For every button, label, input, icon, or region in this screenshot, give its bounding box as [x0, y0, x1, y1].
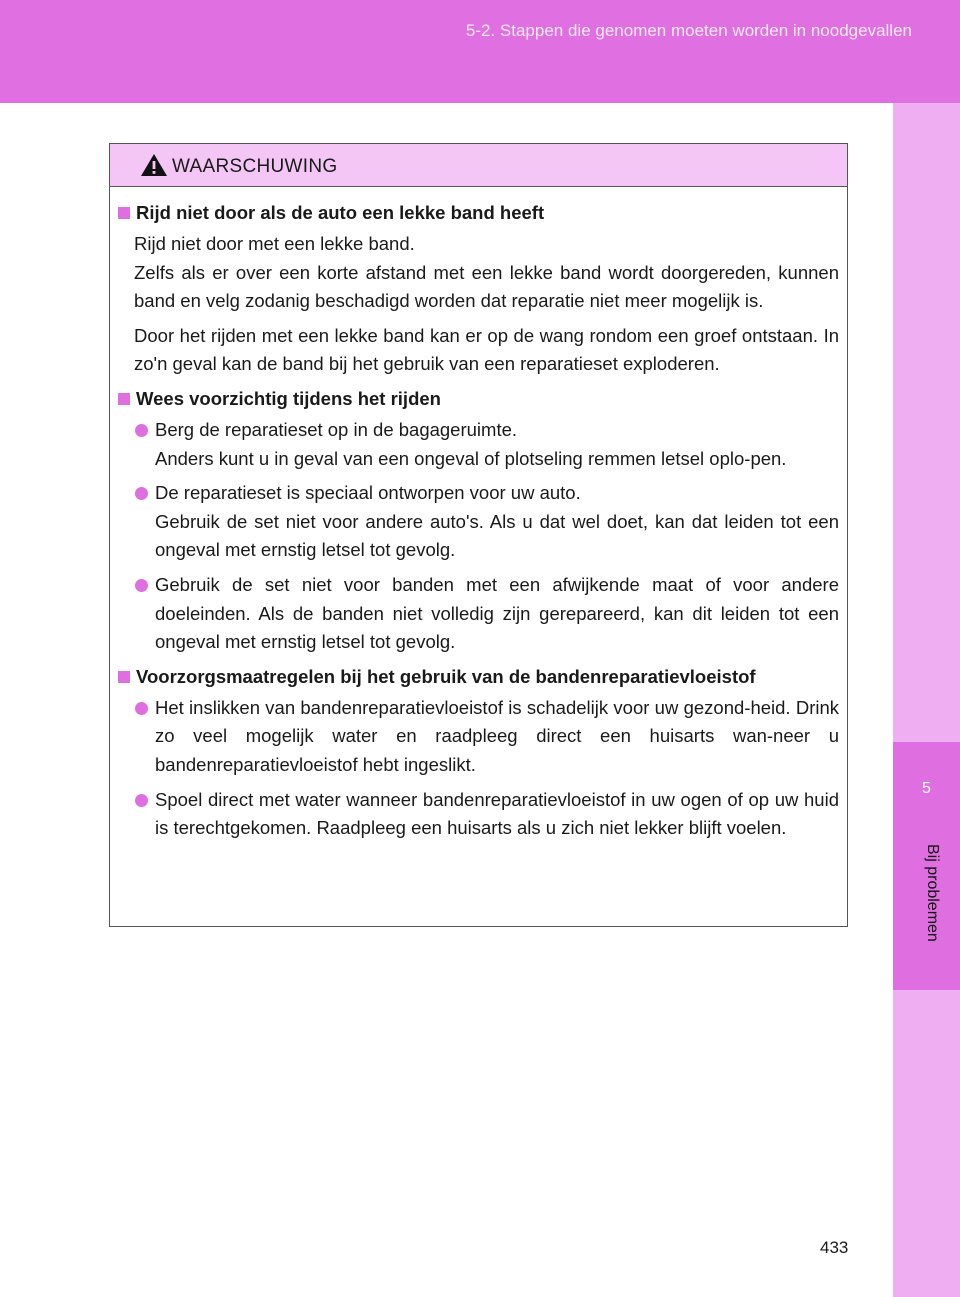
chapter-number: 5 [922, 780, 931, 797]
warning-triangle-icon [140, 153, 168, 177]
square-bullet-icon [118, 671, 130, 683]
chapter-tab-active[interactable] [893, 742, 960, 990]
section-heading: Wees voorzichtig tijdens het rijden [118, 385, 839, 413]
list-item: Berg de reparatieset op in de bagageruimte. Anders kunt u in geval van een ongeval of plotseling remmen letsel oplo-pen. [135, 416, 839, 473]
top-header-bar [0, 0, 960, 103]
warning-content [110, 187, 847, 843]
warning-header [110, 144, 847, 187]
list-item: De reparatieset is speciaal ontworpen voor uw auto. Gebruik de set niet voor andere auto's. Als u dat wel doet, kan dat leiden tot een ongeval met ernstig letsel tot gevolg. [135, 479, 839, 565]
list-item: Gebruik de set niet voor banden met een afwijkende maat of voor andere doeleinden. Als de banden niet volledig zijn gerepareerd, kan dit leiden tot een ongeval met ernstig letsel tot gevolg. [135, 571, 839, 657]
chapter-side-tab [893, 103, 960, 1297]
circle-bullet-icon [135, 579, 148, 592]
circle-bullet-icon [135, 487, 148, 500]
circle-bullet-icon [135, 702, 148, 715]
square-bullet-icon [118, 207, 130, 219]
section-title: 5-2. Stappen die genomen moeten worden in noodgevallen [465, 21, 912, 40]
warning-title: WAARSCHUWING [172, 156, 338, 177]
paragraph: Rijd niet door met een lekke band. Zelfs als er over een korte afstand met een lekke band wordt doorgereden, kunnen band en velg zodanig beschadigd worden dat reparatie niet meer mogelijk is. [134, 233, 839, 312]
circle-bullet-icon [135, 424, 148, 437]
circle-bullet-icon [135, 794, 148, 807]
warning-box [109, 143, 848, 927]
section-heading: Voorzorgsmaatregelen bij het gebruik van de bandenreparatievloeistof [118, 663, 839, 691]
section-heading: Rijd niet door als de auto een lekke band heeft [118, 199, 839, 227]
list-item: Het inslikken van bandenreparatievloeistof is schadelijk voor uw gezond-heid. Drink zo veel mogelijk water en raadpleeg direct een huisarts wan-neer u bandenreparatievloeistof hebt ingeslikt. [135, 694, 839, 780]
page-number: 433 [820, 1238, 849, 1257]
list-item: Spoel direct met water wanneer bandenreparatievloeistof in uw ogen of op uw huid is terechtgekomen. Raadpleeg een huisarts als u zich niet lekker blijft voelen. [135, 786, 839, 843]
paragraph: Door het rijden met een lekke band kan er op de wang rondom een groef ontstaan. In zo'n geval kan de band bij het gebruik van een reparatieset exploderen. [134, 324, 839, 375]
chapter-title: Bij problemen [924, 844, 941, 942]
square-bullet-icon [118, 393, 130, 405]
